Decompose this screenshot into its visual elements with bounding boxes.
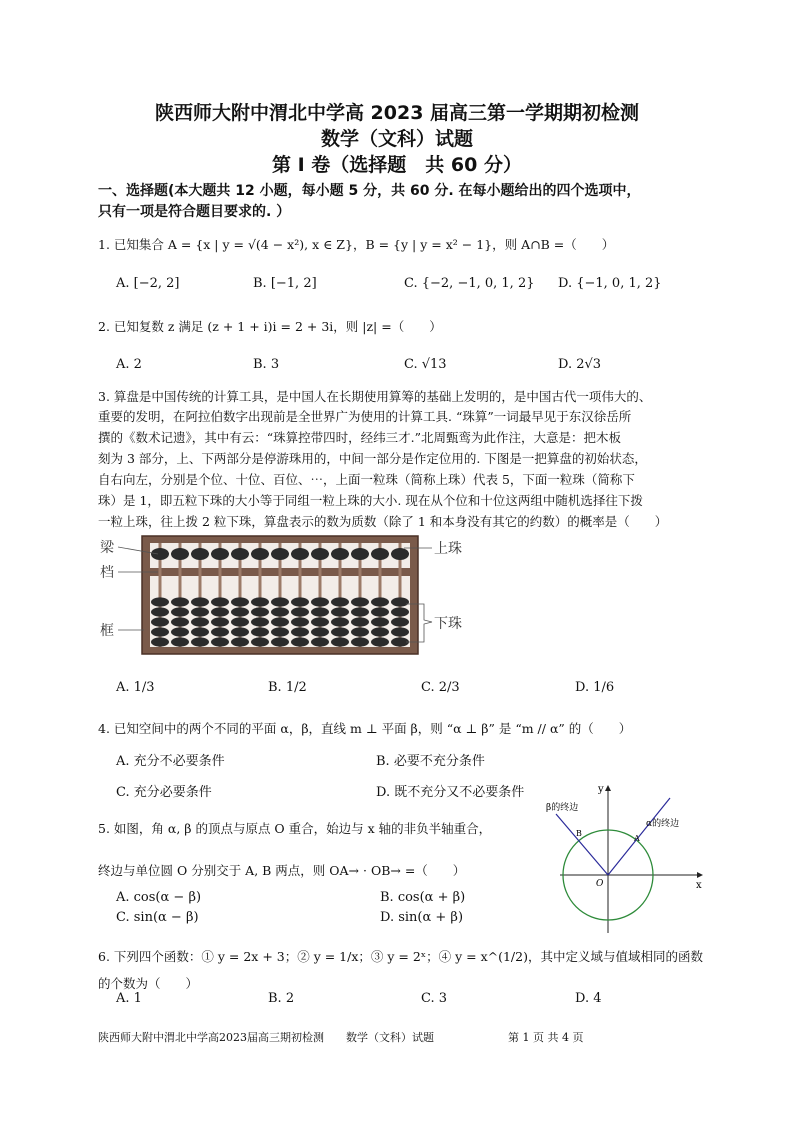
- lower-bead: [391, 607, 409, 616]
- lower-bead: [371, 597, 389, 606]
- question-6-line2: 的个数为（ ）: [98, 976, 199, 991]
- lower-bead: [291, 627, 309, 636]
- upper-bead: [351, 548, 369, 560]
- lower-bead: [171, 637, 189, 646]
- label-lower-bead: 下珠: [434, 616, 462, 632]
- upper-bead: [191, 548, 209, 560]
- q2-option-b: B. 3: [253, 357, 280, 372]
- lower-bead: [371, 627, 389, 636]
- q4-option-b: B. 必要不充分条件: [376, 754, 485, 769]
- lower-bead: [171, 617, 189, 626]
- lower-bead: [331, 617, 349, 626]
- upper-bead: [331, 548, 349, 560]
- question-3-line: 重要的发明，在阿拉伯数字出现前是全世界广为使用的计算工具. “珠算”一词最早见于东汉徐岳所: [98, 409, 632, 424]
- lower-bead: [251, 597, 269, 606]
- lower-bead: [211, 627, 229, 636]
- upper-bead: [291, 548, 309, 560]
- lower-bead: [351, 617, 369, 626]
- q2-option-d: D. 2√3: [558, 357, 602, 372]
- beta-side-label: β的终边: [546, 803, 579, 813]
- lower-bead: [211, 597, 229, 606]
- lower-bead: [331, 637, 349, 646]
- lower-bead: [231, 617, 249, 626]
- q6-option-b: B. 2: [268, 991, 295, 1006]
- x-label: x: [696, 880, 702, 891]
- lower-bead: [291, 597, 309, 606]
- lower-bead: [251, 627, 269, 636]
- lower-bead: [291, 617, 309, 626]
- lower-bead: [311, 627, 329, 636]
- lower-bead: [191, 637, 209, 646]
- lower-bead: [231, 597, 249, 606]
- q1-option-a: A. [−2, 2]: [116, 276, 180, 291]
- lower-bead: [211, 607, 229, 616]
- origin-label: O: [596, 879, 604, 889]
- point-a-label: A: [634, 834, 640, 843]
- upper-bead: [231, 548, 249, 560]
- question-3-line: 刻为 3 部分，上、下两部分是停游珠用的，中间一部分是作定位用的. 下图是一把算盘的初始状态，: [98, 451, 647, 466]
- q1-option-b: B. [−1, 2]: [253, 276, 317, 291]
- question-3-line: 珠）是 1，即五粒下珠的大小等于同组一粒上珠的大小. 现在从个位和十位这两组中随机选择往下拨: [98, 493, 643, 508]
- upper-bead: [251, 548, 269, 560]
- lower-bead: [391, 617, 409, 626]
- upper-bead: [151, 548, 169, 560]
- lower-bead: [171, 597, 189, 606]
- lower-bead: [151, 607, 169, 616]
- question-1-stem: 1. 已知集合 A = {x | y = √(4 − x²), x ∈ Z}，B = {y | y = x² − 1}，则 A∩B =（ ）: [98, 237, 615, 252]
- lower-bead: [271, 617, 289, 626]
- q5-option-d: D. sin(α + β): [380, 910, 464, 925]
- lower-bead: [271, 637, 289, 646]
- question-3-line: 一粒上珠，往上拨 2 粒下珠，算盘表示的数为质数（除了 1 和本身没有其它的约数）的概率是（ ）: [98, 514, 668, 529]
- lower-bead: [251, 637, 269, 646]
- lower-bead: [151, 637, 169, 646]
- q5-option-a: A. cos(α − β): [116, 890, 202, 905]
- q6-option-c: C. 3: [421, 991, 448, 1006]
- footer-title: 陕西师大附中渭北中学高2023届高三期初检测 数学（文科）试题: [98, 1031, 434, 1044]
- subject-title: 数学（文科）试题: [320, 128, 473, 150]
- lower-bead: [151, 617, 169, 626]
- volume-title: 第 Ⅰ 卷（选择题 共 60 分）: [272, 154, 522, 176]
- section-heading: 一、选择题(本大题共 12 小题，每小题 5 分，共 60 分. 在每小题给出的四个选项中，: [98, 183, 641, 199]
- q5-option-b: B. cos(α + β): [380, 890, 466, 905]
- lower-bead: [371, 637, 389, 646]
- lower-bead: [191, 607, 209, 616]
- lower-bead: [231, 637, 249, 646]
- lower-bead: [351, 607, 369, 616]
- question-5-line2: 终边与单位圆 O 分别交于 A, B 两点，则 OA→ · OB→ =（ ）: [98, 863, 466, 878]
- lower-bead: [231, 627, 249, 636]
- question-5-line1: 5. 如图，角 α, β 的顶点与原点 O 重合，始边与 x 轴的非负半轴重合，: [98, 821, 492, 836]
- q6-option-d: D. 4: [575, 991, 602, 1006]
- lower-bead: [331, 597, 349, 606]
- q2-option-a: A. 2: [116, 357, 142, 372]
- q2-option-c: C. √13: [404, 357, 447, 372]
- q1-option-d: D. {−1, 0, 1, 2}: [558, 276, 662, 291]
- unit-circle-figure: [540, 778, 710, 936]
- lower-bead: [171, 607, 189, 616]
- lower-bead: [251, 607, 269, 616]
- lower-bead: [311, 597, 329, 606]
- point-b-label: B: [576, 829, 582, 838]
- lower-bead: [331, 627, 349, 636]
- alpha-side-label: α的终边: [646, 819, 680, 829]
- q6-option-a: A. 1: [116, 991, 142, 1006]
- lower-bead: [351, 627, 369, 636]
- q1-option-c: C. {−2, −1, 0, 1, 2}: [404, 276, 535, 291]
- abacus-figure: [98, 532, 478, 660]
- lower-bead: [351, 637, 369, 646]
- lower-bead: [371, 607, 389, 616]
- lower-bead: [311, 607, 329, 616]
- q3-option-c: C. 2/3: [421, 680, 460, 695]
- lower-bead: [191, 617, 209, 626]
- lower-bead: [291, 607, 309, 616]
- lower-bead: [151, 627, 169, 636]
- lower-bead: [211, 637, 229, 646]
- lower-bead: [271, 607, 289, 616]
- label-rod: 档: [100, 565, 114, 581]
- q5-option-c: C. sin(α − β): [116, 910, 199, 925]
- page-title: 陕西师大附中渭北中学高 2023 届高三第一学期期初检测: [154, 102, 640, 124]
- lower-bead: [191, 597, 209, 606]
- footer-page-number: 第 1 页 共 4 页: [508, 1031, 584, 1044]
- lower-bead: [391, 597, 409, 606]
- question-6-line1: 6. 下列四个函数：① y = 2x + 3；② y = 1/x；③ y = 2ˣ；④ y = x^(1/2)，其中定义域与值域相同的函数: [98, 949, 703, 964]
- upper-bead: [211, 548, 229, 560]
- lower-bead: [291, 637, 309, 646]
- upper-bead: [311, 548, 329, 560]
- lower-bead: [191, 627, 209, 636]
- lower-bead: [311, 617, 329, 626]
- lower-bead: [251, 617, 269, 626]
- lower-bead: [351, 597, 369, 606]
- label-frame: 框: [100, 623, 114, 639]
- upper-bead: [391, 548, 409, 560]
- question-2-stem: 2. 已知复数 z 满足 (z + 1 + i)i = 2 + 3i，则 |z| =（ ）: [98, 319, 442, 334]
- q4-option-d: D. 既不充分又不必要条件: [376, 785, 525, 800]
- lower-bead: [311, 637, 329, 646]
- question-4-stem: 4. 已知空间中的两个不同的平面 α，β，直线 m ⊥ 平面 β，则 “α ⊥ β” 是 “m // α” 的（ ）: [98, 721, 632, 736]
- upper-bead: [371, 548, 389, 560]
- label-upper-bead: 上珠: [434, 541, 462, 557]
- upper-bead: [171, 548, 189, 560]
- lower-bead: [271, 597, 289, 606]
- lower-bead: [171, 627, 189, 636]
- lower-bead: [151, 597, 169, 606]
- section-heading-cont: 只有一项是符合题目要求的. ）: [98, 204, 291, 220]
- lower-bead: [211, 617, 229, 626]
- q3-option-b: B. 1/2: [268, 680, 307, 695]
- lower-bead: [371, 617, 389, 626]
- q4-option-c: C. 充分必要条件: [116, 785, 212, 800]
- lower-bead: [231, 607, 249, 616]
- lower-bead: [331, 607, 349, 616]
- question-3-line: 撰的《数术记遗》，其中有云：“珠算控带四时，经纬三才.”北周甄鸾为此作注，大意是：把木板: [98, 430, 622, 445]
- q3-option-a: A. 1/3: [116, 680, 155, 695]
- question-3-line: 自右向左，分别是个位、十位、百位、⋯，上面一粒珠（简称上珠）代表 5，下面一粒珠（简称下: [98, 472, 635, 487]
- lower-bead: [391, 627, 409, 636]
- q3-option-d: D. 1/6: [575, 680, 615, 695]
- question-3-line: 3. 算盘是中国传统的计算工具，是中国人在长期使用算筹的基础上发明的，是中国古代一项伟大的、: [98, 389, 652, 404]
- q4-option-a: A. 充分不必要条件: [116, 754, 225, 769]
- label-beam: 梁: [100, 540, 114, 556]
- lower-bead: [271, 627, 289, 636]
- y-label: y: [598, 784, 604, 795]
- upper-bead: [271, 548, 289, 560]
